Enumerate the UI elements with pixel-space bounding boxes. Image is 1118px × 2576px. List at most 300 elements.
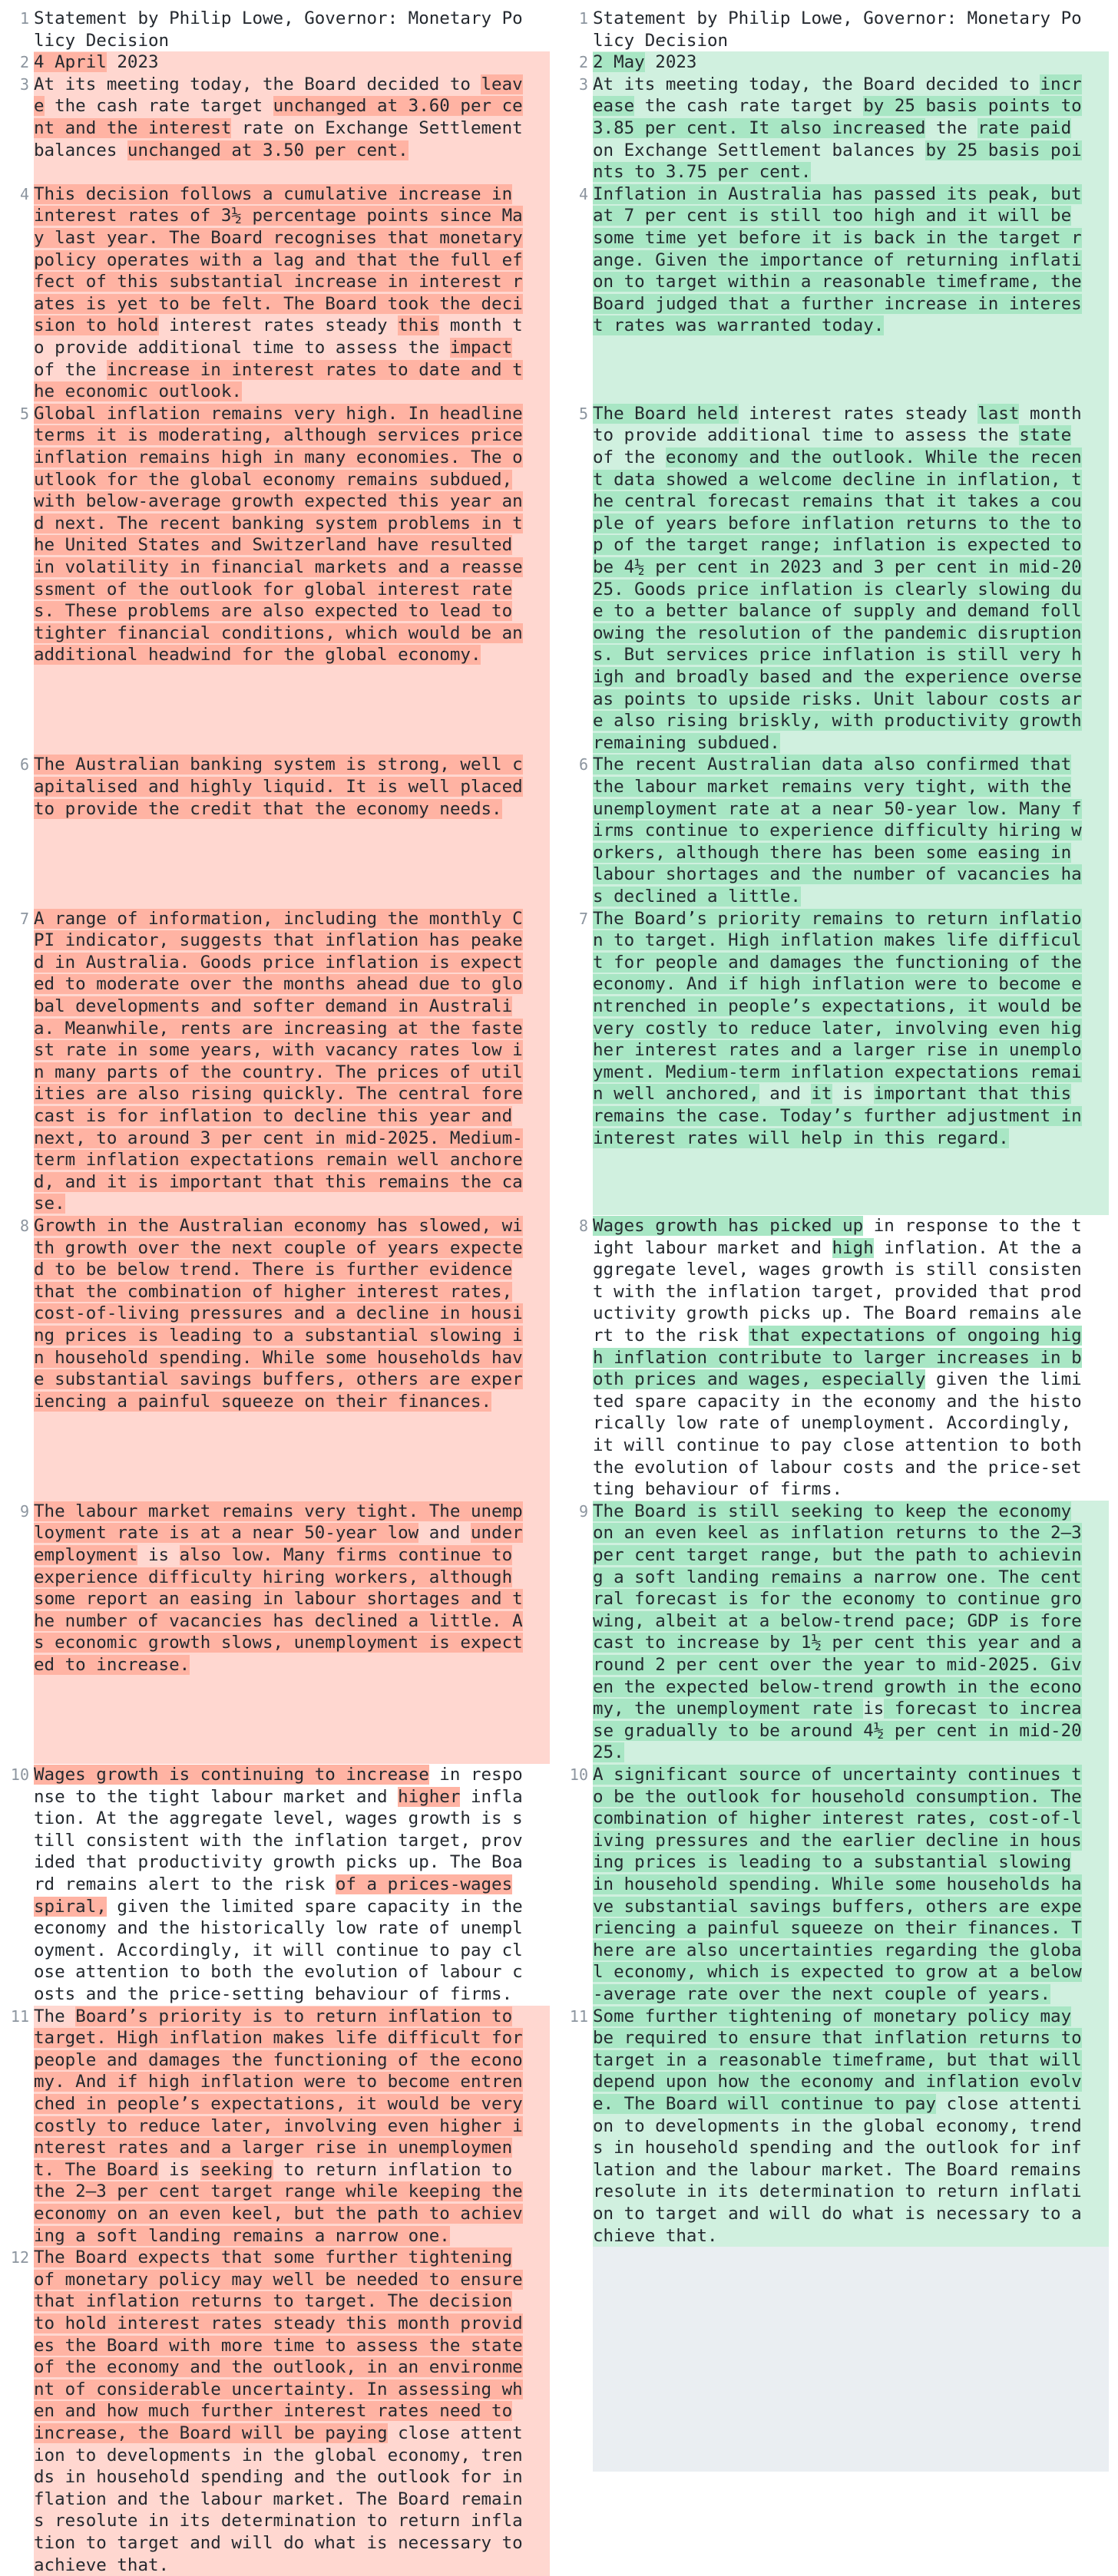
code-line <box>593 1940 1109 1962</box>
code-line <box>593 74 1109 96</box>
added-text: 25. Goods price inflation is clearly slowing du <box>593 580 1082 599</box>
text-segment: ose attention to both the evolution of labour c <box>34 1962 523 1982</box>
added-text: riencing a painful squeeze on their finances. T <box>593 1918 1082 1938</box>
added-text: A significant source of uncertainty continues t <box>593 1765 1082 1785</box>
code-line <box>34 359 550 381</box>
text-segment: s resolute in its determination to return infla <box>34 2511 523 2531</box>
text-segment: inflation. At the a <box>874 1238 1082 1258</box>
added-text: labour shortages and the number of vacancies ha <box>593 864 1082 884</box>
added-text: the labour market remains very tight, with the <box>593 777 1071 797</box>
code-line <box>593 1369 1109 1391</box>
code-line <box>593 1961 1109 1983</box>
code-line <box>593 2006 1109 2028</box>
code-line <box>593 1281 1109 1303</box>
added-text: 25. <box>593 1742 624 1762</box>
text-segment: the cash rate target <box>634 96 863 116</box>
code-line <box>34 1149 550 1171</box>
deleted-text: experience difficulty hiring workers, although <box>34 1567 512 1587</box>
line-number: 1 <box>0 8 29 30</box>
text-segment: 2023 <box>645 52 697 72</box>
code-line <box>34 447 550 469</box>
deleted-text: unchanged at 3.50 per cent. <box>127 140 408 160</box>
code-line <box>34 1851 550 1874</box>
deleted-text: The labour market remains very tight. The unemp <box>34 1501 523 1521</box>
deleted-text: bal developments and softer demand in Australi <box>34 996 512 1016</box>
deleted-text: increase, the Board will be paying <box>34 2423 388 2443</box>
diff-hunk-content <box>593 908 1109 1215</box>
diff-hunk-content <box>34 1215 550 1501</box>
added-text: e. The Board will continue to pay <box>593 2094 936 2114</box>
code-line <box>34 117 550 140</box>
added-text: last <box>977 404 1019 424</box>
text-segment: ting behaviour of firms. <box>593 1479 842 1499</box>
deleted-text: a. Meanwhile, rents are increasing at the faste <box>34 1019 523 1039</box>
diff-hunk-content <box>34 8 550 51</box>
code-line <box>593 1501 1109 1523</box>
added-text: very costly to reduce later, involving even hig <box>593 1019 1082 1039</box>
diff-hunk-content <box>593 1764 1109 2006</box>
deleted-text: s economic growth slows, unemployment is expect <box>34 1633 523 1653</box>
added-text: forecast to increa <box>884 1699 1081 1719</box>
added-text: remaining subdued. <box>593 733 780 753</box>
text-segment: till consistent with the inflation target, prov <box>34 1831 523 1851</box>
code-line <box>593 30 1109 52</box>
diff-row <box>559 403 1118 755</box>
deleted-text: with below-average growth expected this year an <box>34 491 523 511</box>
line-number: 5 <box>0 403 29 425</box>
code-line <box>593 1062 1109 1084</box>
added-text: yment. Medium-term inflation expectations remai <box>593 1062 1082 1082</box>
added-text: n to target. High inflation makes life difficul <box>593 930 1082 950</box>
text-segment: licy Decision <box>593 31 728 51</box>
code-line <box>34 1808 550 1830</box>
code-line <box>593 271 1109 293</box>
code-line <box>593 1457 1109 1479</box>
text-segment: given the limited spare capacity in the <box>107 1897 523 1917</box>
code-line <box>34 205 550 227</box>
deleted-text: nterest rates and a larger rise in unemploymen <box>34 2138 512 2158</box>
code-line <box>34 973 550 996</box>
text-segment: in response to the t <box>863 1216 1081 1236</box>
code-line <box>593 1874 1109 1896</box>
added-text: as points to upside risks. Unit labour costs ar <box>593 689 1082 709</box>
deleted-text: of the economy and the outlook, in an environme <box>34 2357 523 2377</box>
code-line <box>593 1347 1109 1369</box>
code-line <box>593 689 1109 711</box>
deleted-text: loyment rate is at a near 50-year low <box>34 1523 418 1543</box>
code-line <box>34 2555 550 2576</box>
text-segment: infla <box>460 1787 522 1807</box>
code-line <box>34 2356 550 2379</box>
diff-row <box>559 754 1118 907</box>
diff-hunk-content <box>593 754 1109 907</box>
text-segment: At its meeting today, the Board decided to <box>34 74 481 94</box>
deleted-text: e <box>34 96 45 116</box>
text-segment: to provide additional time to assess the <box>593 425 1019 445</box>
deleted-text: he number of vacancies has declined a little. A <box>34 1611 523 1631</box>
added-text: The Board held <box>593 404 739 424</box>
added-text: s. But services price inflation is still very h <box>593 645 1082 665</box>
added-text: by 25 basis poi <box>925 140 1081 160</box>
code-line <box>34 1654 550 1676</box>
code-line <box>34 579 550 601</box>
added-text: se gradually to be around 4½ per cent in mid-20 <box>593 1721 1082 1741</box>
diff-row <box>559 2006 1118 2247</box>
code-line <box>593 183 1109 206</box>
code-line <box>34 1567 550 1589</box>
added-text: ange. Given the importance of returning inflati <box>593 250 1082 270</box>
code-line <box>34 1237 550 1260</box>
deleted-text: costly to reduce later, involving even higher i <box>34 2116 523 2136</box>
added-text: that expectations of ongoing hig <box>749 1326 1081 1346</box>
code-line <box>34 249 550 272</box>
deleted-text: Growth in the Australian economy has slowed, wi <box>34 1216 523 1236</box>
text-segment: rt to the risk <box>593 1326 749 1346</box>
text-segment: month t <box>439 315 522 335</box>
added-text: o be the outlook for household consumption. The <box>593 1787 1082 1807</box>
code-line <box>593 1435 1109 1457</box>
text-segment: ight labour market and <box>593 1238 832 1258</box>
code-line <box>34 513 550 535</box>
code-line <box>34 798 550 821</box>
deleted-text: to hold interest rates steady this month provid <box>34 2313 523 2333</box>
deleted-text: Wages growth is continuing to increase <box>34 1765 429 1785</box>
code-line <box>593 1851 1109 1874</box>
text-segment: on to developments in the global economy, trend <box>593 2116 1082 2136</box>
added-text: ntrenched in people’s expectations, it would be <box>593 996 1082 1016</box>
added-text: orkers, although there has been some easing in <box>593 843 1071 863</box>
added-text: at 7 per cent is still too high and it will be <box>593 206 1071 226</box>
code-line <box>34 1281 550 1303</box>
diff-hunk-content <box>593 403 1109 755</box>
code-line <box>593 1412 1109 1435</box>
deleted-text: se. <box>34 1194 65 1214</box>
text-segment: licy Decision <box>34 31 169 51</box>
deleted-text: The Australian banking system is strong, well c <box>34 755 523 774</box>
deleted-text: that the combination of higher interest rates, <box>34 1282 512 1302</box>
added-text: t rates was warranted today. <box>593 315 884 335</box>
text-segment: of the <box>34 360 107 380</box>
code-line <box>34 600 550 623</box>
added-text: nts to 3.75 per cent. <box>593 162 811 182</box>
code-line <box>593 1215 1109 1237</box>
deleted-text: fect of this substantial increase in interest r <box>34 272 523 292</box>
deleted-text: economy on an even keel, but the path to achiev <box>34 2204 523 2224</box>
deleted-text: A range of information, including the monthly C <box>34 909 523 929</box>
code-line <box>34 1632 550 1654</box>
added-text: -average rate over the next couple of years. <box>593 1984 1050 2004</box>
added-text: be 4½ per cent in 2023 and 3 per cent in mid-20 <box>593 557 1082 577</box>
deleted-text: next, to around 3 per cent in mid-2025. Medium- <box>34 1128 523 1148</box>
code-line <box>593 2137 1109 2159</box>
code-line <box>34 1830 550 1852</box>
empty-filler <box>559 2247 1118 2472</box>
code-line <box>593 666 1109 689</box>
diff-row <box>559 1764 1118 2006</box>
deleted-text: This decision follows a cumulative increase in <box>34 184 512 204</box>
code-line <box>34 534 550 556</box>
text-segment: close attent <box>388 2423 523 2443</box>
text-segment: resolute in its determination to return inflati <box>593 2181 1082 2201</box>
code-line <box>34 2335 550 2357</box>
code-line <box>34 2071 550 2093</box>
added-text: by 25 basis points to <box>863 96 1081 116</box>
code-line <box>593 644 1109 666</box>
code-line <box>34 2379 550 2401</box>
code-line <box>34 952 550 974</box>
code-line <box>593 403 1109 425</box>
deleted-text: th growth over the next couple of years expecte <box>34 1238 523 1258</box>
code-line <box>593 600 1109 623</box>
code-line <box>593 161 1109 183</box>
line-number: 9 <box>559 1501 588 1523</box>
added-text: unemployment rate at a near 50-year low. Many f <box>593 799 1082 819</box>
added-text: Board judged that a further increase in interes <box>593 294 1082 314</box>
code-line <box>593 623 1109 645</box>
deleted-text: t. The Board <box>34 2160 159 2180</box>
text-segment: is <box>137 1545 179 1565</box>
code-line <box>34 1259 550 1281</box>
line-number: 8 <box>559 1215 588 1237</box>
code-line <box>34 644 550 666</box>
deleted-text: target. High inflation makes life difficult for <box>34 2028 523 2048</box>
deleted-text: to provide the credit that the economy needs. <box>34 799 502 819</box>
code-line <box>34 95 550 117</box>
code-line <box>593 447 1109 469</box>
code-line <box>34 1325 550 1347</box>
text-segment: rd remains alert to the risk <box>34 1874 336 1894</box>
text-segment: interest rates steady <box>159 315 399 335</box>
added-text: combination of higher interest rates, cost-of-l <box>593 1808 1082 1828</box>
code-line <box>593 1237 1109 1260</box>
deleted-text: inflation remains high in many economies. The o <box>34 447 523 467</box>
added-text: The Board’s priority remains to return inflatio <box>593 909 1082 929</box>
deleted-text: ates is yet to be felt. The Board took the deci <box>34 294 523 314</box>
code-line <box>593 579 1109 601</box>
added-text: some time yet before it is back in the target r <box>593 228 1082 248</box>
code-line <box>593 1830 1109 1852</box>
diff-row <box>559 908 1118 1215</box>
added-text: ease <box>593 96 634 116</box>
deleted-text: d, and it is important that this remains the ca <box>34 1172 523 1192</box>
line-number: 3 <box>0 74 29 96</box>
code-line <box>34 1303 550 1325</box>
deleted-text: unchanged at 3.60 per ce <box>273 96 523 116</box>
deleted-text: of a prices-wages <box>336 1874 512 1894</box>
deleted-text: The Board expects that some further tightening <box>34 2247 512 2267</box>
added-text: e to a better balance of supply and demand foll <box>593 601 1082 621</box>
diff-hunk-content <box>34 908 550 1215</box>
code-line <box>34 140 550 162</box>
added-text: be required to ensure that inflation returns to <box>593 2028 1082 2048</box>
code-line <box>593 2225 1109 2247</box>
diff-row <box>0 74 559 183</box>
deleted-text: ed to moderate over the months ahead due to glo <box>34 974 523 994</box>
code-line <box>593 1764 1109 1786</box>
code-line <box>34 1764 550 1786</box>
added-text: ple of years before inflation returns to the to <box>593 514 1082 533</box>
code-line <box>593 1105 1109 1128</box>
text-segment: rate on Exchange Settlement <box>231 118 522 138</box>
code-line <box>593 952 1109 974</box>
text-segment: osts and the price-setting behaviour of firms. <box>34 1984 512 2004</box>
code-line <box>34 2466 550 2488</box>
line-number: 7 <box>0 908 29 930</box>
code-line <box>34 8 550 30</box>
deleted-text: st rate in some years, with vacancy rates low i <box>34 1040 523 1060</box>
deleted-text: he United States and Switzerland have resulted <box>34 535 512 555</box>
diff-row <box>559 74 1118 183</box>
code-line <box>593 140 1109 162</box>
deleted-text: d to be below trend. There is further evidence <box>34 1260 512 1280</box>
deleted-text: PI indicator, suggests that inflation has peake <box>34 930 523 950</box>
added-text: e also rising briskly, with productivity growth <box>593 711 1082 731</box>
deleted-text: ched in people’s expectations, it would be very <box>34 2094 523 2114</box>
code-line <box>34 424 550 447</box>
text-segment: At its meeting today, the Board decided to <box>593 74 1040 94</box>
added-text: per cent target range, but the path to achievin <box>593 1545 1082 1565</box>
added-text: here are also uncertainties regarding the globa <box>593 1940 1082 1960</box>
added-text: irms continue to experience difficulty hiring w <box>593 821 1082 841</box>
code-line <box>593 1808 1109 1830</box>
deleted-text: Global inflation remains very high. In headline <box>34 404 523 424</box>
added-text: h inflation contribute to larger increases in b <box>593 1348 1082 1368</box>
code-line <box>593 973 1109 996</box>
code-line <box>34 2247 550 2269</box>
code-line <box>34 1544 550 1567</box>
deleted-text: of monetary policy may well be needed to ensure <box>34 2270 523 2290</box>
text-segment: it will continue to pay close attention to both <box>593 1435 1082 1455</box>
added-text: t data showed a welcome decline in inflation, t <box>593 470 1082 490</box>
line-number: 6 <box>559 754 588 776</box>
added-text: Some further tightening of monetary policy may <box>593 2006 1071 2026</box>
code-line <box>593 930 1109 952</box>
code-line <box>34 2181 550 2203</box>
code-line <box>34 74 550 96</box>
code-line <box>593 798 1109 821</box>
added-text: ral forecast is for the economy to continue gro <box>593 1589 1082 1609</box>
code-line <box>593 469 1109 491</box>
text-segment: ds in household spending and the outlook for in <box>34 2467 523 2487</box>
code-line <box>593 1522 1109 1544</box>
added-text: Wages growth has picked up <box>593 1216 863 1236</box>
code-line <box>593 315 1109 337</box>
code-line <box>593 1610 1109 1633</box>
text-segment: month <box>1019 404 1081 424</box>
deleted-text: the 2–3 per cent target range while keeping the <box>34 2181 523 2201</box>
line-number: 3 <box>559 74 588 96</box>
code-line <box>34 1940 550 1962</box>
deleted-text: interest rates of 3½ percentage points since Ma <box>34 206 523 226</box>
text-segment: to return inflation to <box>273 2160 513 2180</box>
deleted-text: ed to increase. <box>34 1655 190 1675</box>
deleted-text: iencing a painful squeeze on their finances. <box>34 1392 491 1412</box>
deleted-text: ities are also rising quickly. The central fore <box>34 1084 523 1104</box>
deleted-text: leav <box>481 74 522 94</box>
text-segment: uctivity growth picks up. The Board remains ale <box>593 1303 1082 1323</box>
diff-row <box>0 754 559 907</box>
added-text: cast to increase by 1½ per cent this year and a <box>593 1633 1082 1653</box>
text-segment: tion. At the aggregate level, wages growth is s <box>34 1808 523 1828</box>
code-line <box>34 1522 550 1544</box>
code-line <box>593 2093 1109 2115</box>
text-segment: in respo <box>429 1765 523 1785</box>
added-text: target in a reasonable timeframe, but that will <box>593 2050 1082 2070</box>
code-line <box>34 2445 550 2467</box>
code-line <box>34 776 550 798</box>
code-line <box>34 2269 550 2291</box>
code-line <box>593 2159 1109 2181</box>
diff-hunk-content <box>593 8 1109 51</box>
deleted-text: apitalised and highly liquid. It is well placed <box>34 777 523 797</box>
line-number: 5 <box>559 403 588 425</box>
code-line <box>593 1018 1109 1040</box>
text-segment: The <box>34 2006 75 2026</box>
diff-row <box>0 2006 559 2247</box>
code-line <box>593 556 1109 579</box>
diff-hunk-content <box>34 1501 550 1764</box>
code-line <box>34 1083 550 1105</box>
deleted-text: additional headwind for the global economy. <box>34 645 481 665</box>
deleted-text: increase in interest rates to date and t <box>107 360 523 380</box>
code-line <box>34 930 550 952</box>
line-number: 2 <box>559 51 588 74</box>
code-line <box>593 1083 1109 1105</box>
line-number: 9 <box>0 1501 29 1523</box>
code-line <box>593 2115 1109 2138</box>
code-line <box>593 1742 1109 1764</box>
diff-row <box>0 183 559 403</box>
diff-hunk-content <box>34 74 550 183</box>
added-text: he central forecast remains that it takes a cou <box>593 491 1082 511</box>
code-line <box>593 1567 1109 1589</box>
code-line <box>34 2049 550 2072</box>
added-text: en the expected below-trend growth in the econo <box>593 1677 1082 1697</box>
code-line <box>34 996 550 1018</box>
code-line <box>34 2115 550 2138</box>
added-text: p of the target range; inflation is expected to <box>593 535 1082 555</box>
code-line <box>34 2225 550 2247</box>
code-line <box>593 117 1109 140</box>
diff-row <box>0 8 559 51</box>
deleted-text: n many parts of the country. The prices of util <box>34 1062 523 1082</box>
deleted-text: impact <box>450 338 512 358</box>
added-text: interest rates will help in this regard. <box>593 1128 1009 1148</box>
code-line <box>34 293 550 315</box>
code-line <box>593 754 1109 776</box>
deleted-text: this <box>398 315 439 335</box>
deleted-text: terms it is moderating, although services price <box>34 425 523 445</box>
code-line <box>34 2510 550 2532</box>
code-line <box>593 1632 1109 1654</box>
deleted-text: also low. Many firms continue to <box>180 1545 512 1565</box>
diff-row <box>0 2247 559 2576</box>
code-line <box>593 490 1109 513</box>
code-line <box>593 227 1109 249</box>
added-text: iving pressures and the earlier decline in hous <box>593 1831 1082 1851</box>
text-segment: the cash rate target <box>45 96 273 116</box>
added-text: oth prices and wages, especially <box>593 1369 925 1389</box>
text-segment: ided that productivity growth picks up. The Boa <box>34 1852 523 1872</box>
added-text: economy and the outlook. While the recen <box>666 447 1082 467</box>
text-segment: tion to target and will do what is necessary to <box>34 2533 523 2553</box>
text-segment: Statement by Philip Lowe, Governor: Monetary Po <box>593 8 1082 28</box>
code-line <box>593 732 1109 755</box>
text-segment: flation and the labour market. The Board remain <box>34 2489 523 2509</box>
code-line <box>593 710 1109 732</box>
code-line <box>34 183 550 206</box>
text-segment: chieve that. <box>593 2226 718 2246</box>
